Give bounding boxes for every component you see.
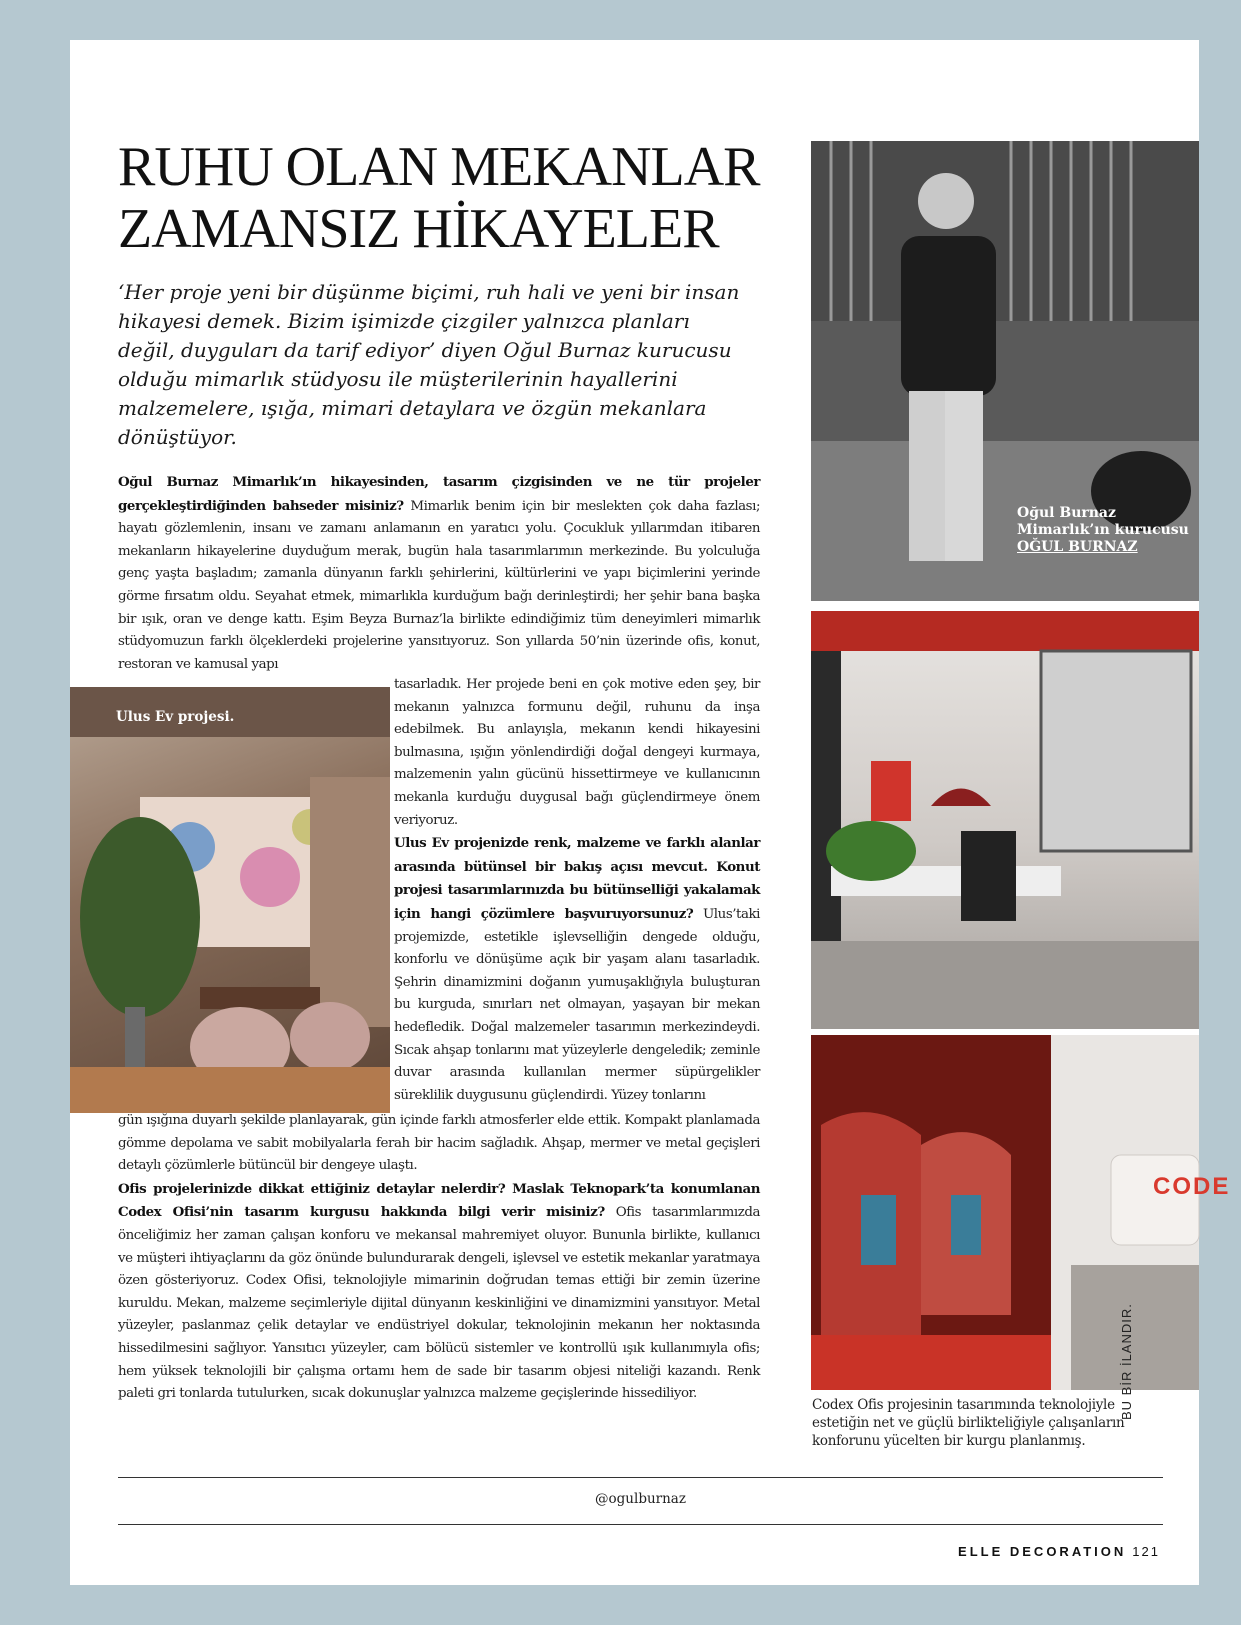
- lead-paragraph: ‘Her proje yeni bir düşünme biçimi, ruh hali ve yeni bir insan hikayesi demek. Bizim işimizde çizgiler yalnızca planları değil, duyguları da tarif ediyor’ diyen Oğul Burnaz kurucusu olduğu mimarlık stüdyosu ile müşterilerinin hayallerini malzemelere, ışığa, mimari detaylara ve özgün mekanlara dönüştüyor.: [118, 280, 740, 449]
- ulus-ev-photo: [70, 687, 390, 1113]
- question-1: Oğul Burnaz Mimarlık’ın hikayesinden, tasarım çizgisinden ve ne tür projeler gerçekleştirdiğinden bahseder misiniz?: [118, 474, 760, 514]
- portrait-caption: [1017, 505, 1197, 556]
- office-illustration-2: [811, 1035, 1199, 1390]
- ulus-ev-illustration: [70, 687, 390, 1113]
- title-line-2: ZAMANSIZ HİKAYELER: [118, 198, 719, 260]
- footer-rule-top: [118, 1477, 1163, 1478]
- office-photo-1: [811, 611, 1199, 1029]
- answer-3: Ofis tasarımlarımızda önceliğimiz her zaman çalışan konforu ve mekansal mahremiyet oluyor. Bununla birlikte, kullanıcı ve müşteri ihtiyaçlarını da göz önünde bulundurarak dengeli, işlevsel ve estetik mekanlar yaratmaya özen gösteriyoruz. Codex Ofisi, teknolojiyle mimarinin doğrudan temas ettiği bir zemin üzerine kuruldu. Mekan, malzeme seçimleriyle dijital dünyanın keskinliğini ve dinamizmini yansıtıyor. Metal yüzeyler, paslanmaz çelik detaylar ve endüstriyel dokular, teknolojinin mekanın her noktasında hissedilmesini sağlıyor. Yansıtıcı yüzeyler, cam bölücü sistemler ve kontrollü ışık kullanımıyla ofis; hem yüksek teknolojili bir çalışma ortamı hem de sade bir tasarım objesi niteliği kazandı. Renk paleti gri tonlarda tutulurken, sıcak dokunuşlar yalnızca malzeme geçişlerinde hissediliyor.: [118, 1205, 761, 1402]
- body-column-3: [118, 1110, 760, 1406]
- instagram-handle[interactable]: @ogulburnaz: [595, 1491, 686, 1507]
- answer-2-part-2: gün ışığına duyarlı şekilde planlayarak, gün içinde farklı atmosferler elde ettik. Kompakt planlamada gömme depolama ve sabit mobilyalarla ferah bir hacim sağladık. Ahşap, mermer ve metal geçişleri detaylı çözümlerle bütüncül bir dengeye ulaştı.: [118, 1113, 760, 1174]
- page-number: 121: [1132, 1544, 1160, 1559]
- magazine-brand: ELLE DECORATION: [958, 1544, 1127, 1559]
- footer-rule-bottom: [118, 1524, 1163, 1525]
- title-line-1: RUHU OLAN MEKANLAR: [118, 136, 760, 198]
- question-2: Ulus Ev projenizde renk, malzeme ve farklı alanlar arasında bütünsel bir bakış açısı mevcut. Konut projesi tasarımlarınızda bu bütünselliği yakalamak için hangi çözümlere başvuruyorsunuz?: [394, 835, 760, 922]
- codex-sign: CODE: [1153, 1173, 1231, 1200]
- body-column-1: [118, 471, 760, 676]
- office-photo-2: [811, 1035, 1231, 1390]
- page-folio: [920, 1544, 1160, 1559]
- portrait-caption-line-3: OĞUL BURNAZ: [1017, 539, 1138, 555]
- codex-caption: Codex Ofis projesinin tasarımında teknolojiyle estetiğin net ve güçlü birlikteliğiyle çalışanların konforunu yücelten bir kurgu planlanmış.: [812, 1397, 1125, 1449]
- ulus-ev-caption: Ulus Ev projesi.: [116, 709, 235, 725]
- office-illustration-1: [811, 611, 1199, 1029]
- portrait-caption-line-1: Oğul Burnaz: [1017, 505, 1116, 521]
- answer-2-part-1: Ulus’taki projemizde, estetikle işlevselliğin dengede olduğu, konforlu ve dönüşüme açık bir yaşam alanı tasarladık. Şehrin dinamizmini doğanın yumuşaklığıyla buluşturan bu kurguda, sınırları net olmayan, yaşayan bir mekan hedefledik. Doğal malzemeler tasarımın merkezindeydi. Sıcak ahşap tonlarını mat yüzeylerle dengeledik; zeminle duvar arasında kullanılan mermer süpürgelikler süreklilik duygusunu güçlendirdi. Yüzey tonlarını: [394, 906, 761, 1103]
- question-3: Ofis projelerinizde dikkat ettiğiniz detaylar nelerdir? Maslak Teknopark’ta konumlanan Codex Ofisi’nin tasarım kurgusu hakkında bilgi verir misiniz?: [118, 1180, 760, 1221]
- portrait-caption-line-2: Mimarlık’ın kurucusu: [1017, 522, 1189, 538]
- ad-notice: BU BİR İLANDIR.: [1119, 1303, 1134, 1420]
- magazine-page: [70, 40, 1231, 1585]
- article-title: [118, 136, 798, 260]
- body-column-2: [394, 674, 760, 1107]
- answer-1-part-1: Mimarlık benim için bir meslekten çok daha fazlası; hayatı gözlemlenin, insanı ve zamanı anlamanın en yaratıcı yolu. Çocukluk yıllarımdan itibaren mekanların hikayelerine duyduğum merak, bugün hala tasarımlarımın merkezinde. Bu yolculuğa genç yaşta başladım; zamanla dünyanın farklı şehirlerini, kültürlerini ve yapı biçimlerini yerinde görme fırsatım oldu. Seyahat etmek, mimarlıkla kurduğum bağı derinleştirdi; her şehir bana başka bir ışık, oran ve denge kattı. Eşim Beyza Burnaz’la birlikte edindiğimiz tüm deneyimleri mimarlık stüdyomuzun farklı ölçeklerdeki projelerine yansıtıyoruz. Son yıllarda 50’nin üzerinde ofis, konut, restoran ve kamusal yapı: [118, 498, 760, 672]
- answer-1-part-2: tasarladık. Her projede beni en çok motive eden şey, bir mekanın yalnızca formunu değil, ruhunu da inşa edebilmek. Bu anlayışla, mekanın kendi hikayesini bulmasına, ışığın yönlendirdiği doğal dengeyi kurmaya, malzemenin yalın gücünü hissettirmeye ve kullanıcının mekanla kurduğu duygusal bağı güçlendirmeye önem veriyoruz.: [394, 677, 760, 828]
